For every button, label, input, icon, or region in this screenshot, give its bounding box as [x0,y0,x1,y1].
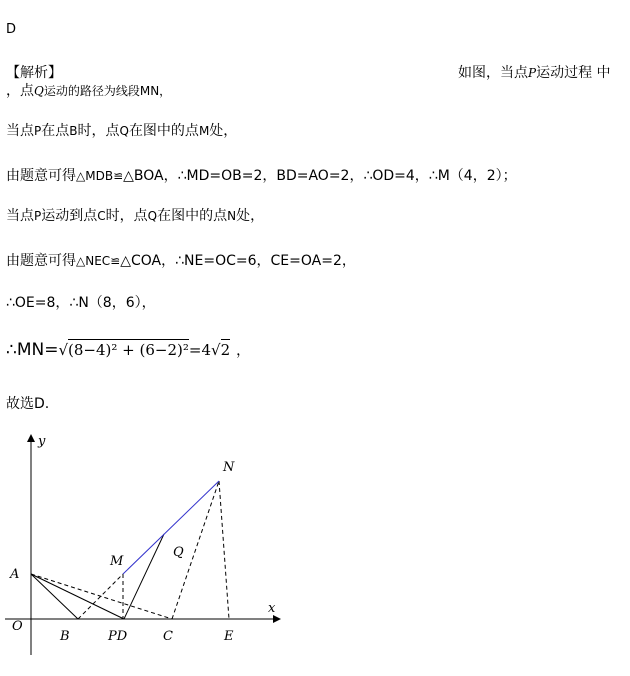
path-mn [123,481,219,574]
label-b: B [60,629,70,644]
segment-bm-dashed [78,574,123,619]
intro-text: 如图，当点P运动过程 中 [458,65,611,81]
analysis-tag: 【解析】 [6,65,62,81]
segment-ab [31,574,78,619]
case-b-statement: 当点P在点B时，点Q在图中的点M处， [6,123,238,139]
final-choice: 故选D. [6,396,50,412]
label-a: A [10,567,20,582]
label-y: y [38,434,46,449]
segment-ne-dashed [219,481,229,619]
case-c-statement: 当点P运动到点C时，点Q在图中的点N处， [6,208,265,224]
sqrt-sign-icon: √ [211,341,221,359]
path-statement: ，点Q运动的路径为线段MN， [6,83,172,99]
segment-ac-dashed [31,574,172,619]
label-o: O [12,619,23,634]
sqrt-sign-icon: √ [58,341,69,359]
segment-ap [31,574,124,619]
label-n: N [223,460,235,475]
geometry-figure [0,425,300,665]
mn-formula: ∴MN=√(8−4)² + (6−2)²=4√2 ， [6,340,251,360]
oe-statement: ∴OE=8，∴N（8，6）， [6,295,156,311]
label-m: M [110,554,124,569]
case-c-derivation: 由题意可得△NEC≌△COA，∴NE=OC=6，CE=OA=2， [6,253,356,269]
label-c: C [163,629,173,644]
label-pd: PD [108,629,128,644]
answer-letter: D [6,22,17,37]
label-q: Q [173,545,184,560]
segment-pq [124,534,164,619]
case-b-derivation: 由题意可得△MDB≌△BOA，∴MD=OB=2，BD=AO=2，∴OD=4，∴M（4，2）； [6,168,517,184]
label-e: E [224,629,234,644]
label-x: x [268,601,276,616]
